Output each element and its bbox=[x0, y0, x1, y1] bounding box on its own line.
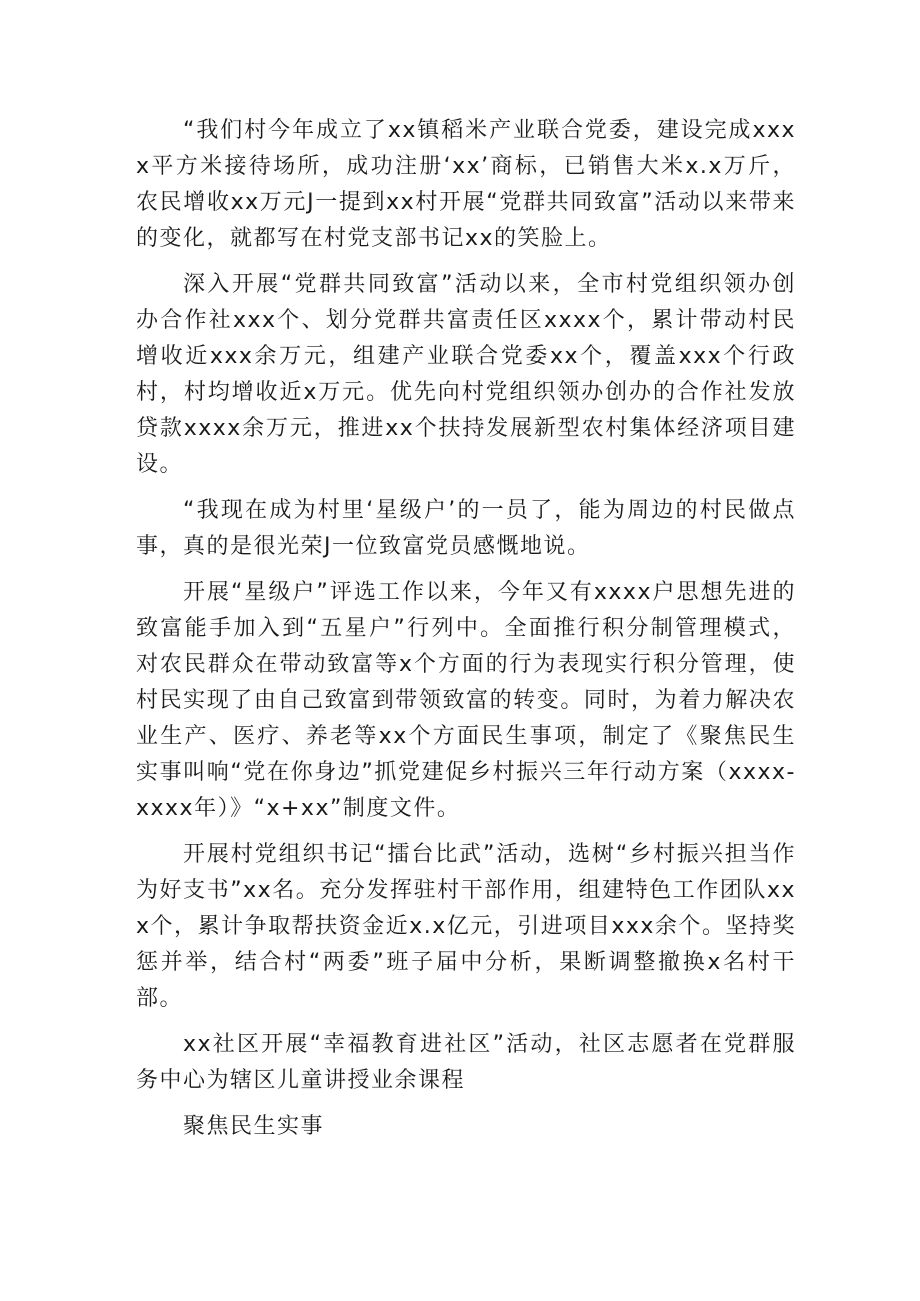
document-body bbox=[136, 113, 796, 1155]
paragraph-secretary-competition: 开展村党组织书记“擂台比武”活动，选树“乡村振兴担当作为好支书”xx名。充分发挥驻村干部作用，组建特色工作团队xxx个，累计争取帮扶资金近x.x亿元，引进项目xxx余个。坚持奖惩并举，结合村“两委”班子届中分析，果断调整撤换x名村干部。 bbox=[136, 842, 796, 1011]
paragraph-quote-star-household: “我现在成为村里‘星级户’的一员了，能为周边的村民做点事，真的是很光荣J一位致富党员感慨地说。 bbox=[136, 498, 796, 559]
paragraph-star-household-selection: 开展“星级户”评选工作以来，今年又有xxxx户思想先进的致富能手加入到“五星户”行列中。全面推行积分制管理模式，对农民群众在带动致富等x个方面的行为表现实行积分管理，使村民实现了由自己致富到带领致富的转变。同时，为着力解决农业生产、医疗、养老等xx个方面民生事项，制定了《聚焦民生实事叫响“党在你身边”抓党建促乡村振兴三年行动方案（xxxx-xxxx年）》“x+xx”制度文件。 bbox=[136, 580, 796, 821]
paragraph-quote-rice-industry: “我们村今年成立了xx镇稻米产业联合党委，建设完成xxxx平方米接待场所，成功注册‘xx’商标，已销售大米x.x万斤，农民增收xx万元J一提到xx村开展“党群共同致富”活动以来带来的变化，就都写在村党支部书记xx的笑脸上。 bbox=[136, 118, 796, 251]
section-heading-livelihood: 聚焦民生实事 bbox=[183, 1114, 325, 1139]
paragraph-common-prosperity-activity: 深入开展“党群共同致富”活动以来，全市村党组织领办创办合作社xxx个、划分党群共富责任区xxxx个，累计带动村民增收近xxx余万元，组建产业联合党委xx个，覆盖xxx个行政村，村均增收近x万元。优先向村党组织领办创办的合作社发放贷款xxxx余万元，推进xx个扶持发展新型农村集体经济项目建设。 bbox=[136, 272, 796, 477]
paragraph-community-education-caption: xx社区开展“幸福教育进社区”活动，社区志愿者在党群服务中心为辖区儿童讲授业余课程 bbox=[136, 1032, 796, 1093]
